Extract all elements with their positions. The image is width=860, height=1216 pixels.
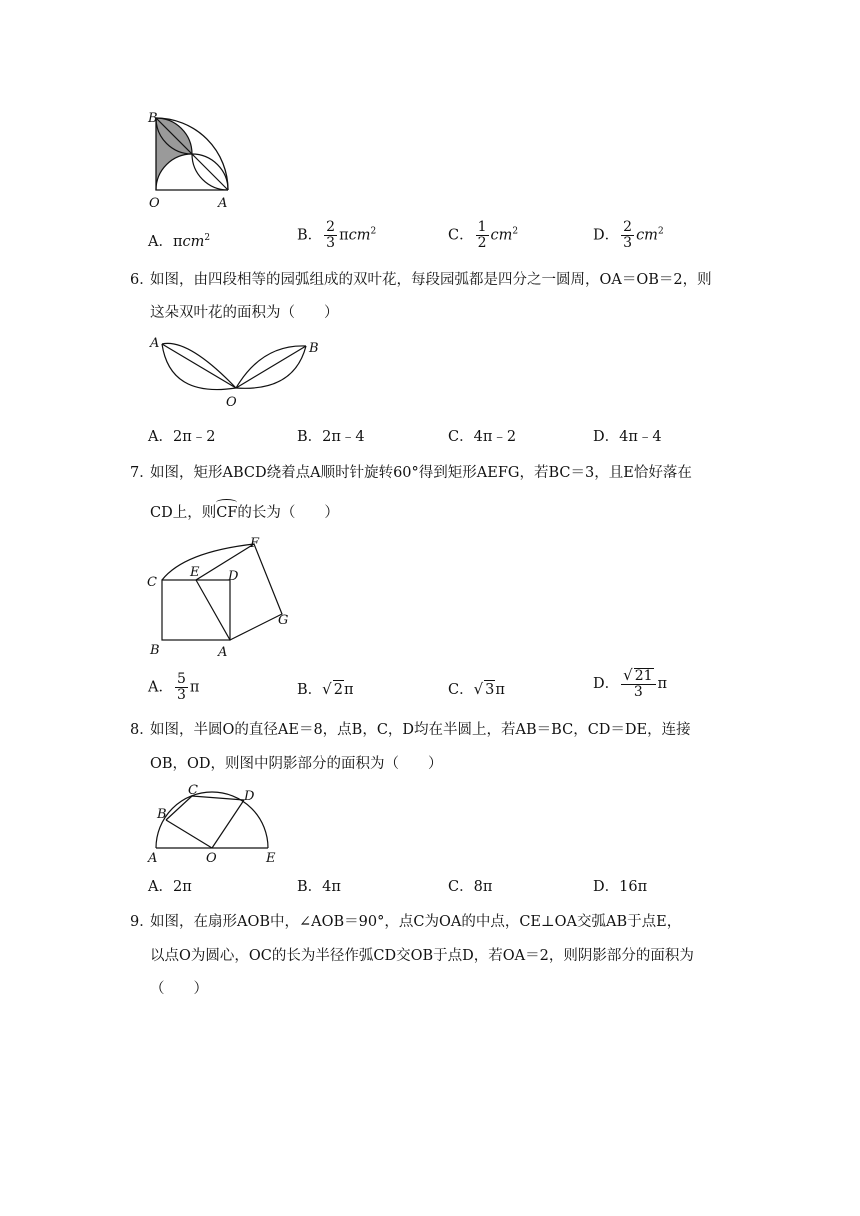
- option-exponent: 2: [512, 226, 519, 237]
- q9-line1: 如图，在扇形AOB中，∠AOB＝90°，点C为OA的中点，CE⊥OA交弧AB于点E，: [150, 914, 682, 930]
- q9-number: 9．: [130, 914, 154, 930]
- q7-figure: [144, 534, 304, 660]
- fraction-denominator: 3: [326, 235, 336, 251]
- option-letter: D．: [593, 227, 620, 244]
- q6-figure: [144, 330, 344, 410]
- radical-sign: √: [623, 666, 633, 684]
- radicand: 3: [485, 682, 495, 698]
- q8-figure: [144, 778, 284, 868]
- q7-option-c: [448, 680, 505, 699]
- q7-label-e: E: [190, 565, 200, 580]
- q6-label-b: B: [309, 341, 319, 356]
- q9-line2: 以点O为圆心，OC的长为半径作弧CD交OB于点D，若OA＝2，则阴影部分的面积为: [150, 948, 694, 964]
- option-letter: B．: [297, 879, 323, 895]
- q8-label-e: E: [266, 851, 276, 866]
- option-text: 4π﹣4: [619, 429, 662, 445]
- option-letter: C．: [448, 429, 474, 445]
- radicand: 21: [634, 668, 653, 684]
- fraction: [175, 672, 188, 703]
- q6-option-d: [593, 428, 662, 446]
- q7-label-c: C: [147, 575, 157, 590]
- option-letter: C．: [448, 227, 474, 244]
- q7-label-d: D: [228, 569, 239, 584]
- q8-line1: 如图，半圆O的直径AE＝8，点B，C，D均在半圆上，若AB＝BC，CD＝DE，连接: [150, 722, 691, 738]
- option-letter: D．: [593, 879, 620, 895]
- q8-option-a: [148, 878, 192, 896]
- radical-sign: √: [322, 680, 332, 698]
- q7-number: 7．: [130, 465, 154, 481]
- radical-sign: √: [473, 680, 484, 698]
- option-exponent: 2: [204, 233, 211, 243]
- option-text: π: [495, 682, 505, 698]
- q8-option-c: [448, 878, 492, 896]
- option-text: π: [189, 679, 200, 696]
- fraction-denominator: 3: [623, 235, 633, 251]
- option-text: π: [657, 676, 668, 692]
- option-letter: D．: [593, 429, 620, 445]
- fraction: [621, 668, 655, 700]
- q6-option-b: [297, 428, 365, 446]
- option-text: 2π﹣2: [172, 429, 216, 445]
- q5-figure: [144, 108, 244, 212]
- fraction: [621, 220, 634, 251]
- q5-label-o: O: [149, 196, 160, 211]
- option-letter: A．: [148, 879, 173, 895]
- option-unit: cm: [490, 227, 513, 244]
- option-letter: D．: [593, 676, 620, 692]
- q6-line2: 这朵双叶花的面积为（ ）: [150, 305, 339, 321]
- option-text: 4π﹣2: [473, 429, 517, 445]
- option-unit: cm: [636, 227, 658, 244]
- q8-label-a: A: [148, 851, 158, 866]
- option-text: 2π: [172, 879, 192, 895]
- fraction-numerator: 1: [477, 219, 487, 235]
- q8-label-c: C: [188, 783, 198, 798]
- q7-label-g: G: [278, 613, 289, 628]
- fraction-denominator: 3: [633, 684, 643, 700]
- option-text: 2π﹣4: [322, 429, 365, 445]
- option-letter: A．: [148, 429, 173, 445]
- q7-label-b: B: [150, 643, 160, 658]
- q8-label-o: O: [206, 851, 217, 866]
- fraction-numerator: 5: [176, 671, 186, 687]
- option-exponent: 2: [657, 226, 664, 237]
- q6-label-a: A: [150, 336, 160, 351]
- fraction-numerator: 2: [623, 219, 633, 235]
- fraction-numerator: 2: [326, 219, 336, 235]
- q5-option-b: [297, 220, 376, 251]
- option-unit: cm: [348, 227, 371, 244]
- radicand: 2: [333, 682, 343, 698]
- option-letter: C．: [448, 879, 474, 895]
- option-exponent: 2: [370, 226, 377, 237]
- option-text: π: [343, 682, 354, 698]
- q6-line1: 如图，由四段相等的园弧组成的双叶花，每段园弧都是四分之一圆周，OA＝OB＝2，则: [150, 272, 712, 288]
- q7-label-a: A: [218, 645, 228, 660]
- option-letter: A．: [148, 679, 173, 696]
- q8-line2: OB，OD，则图中阴影部分的面积为（ ）: [150, 756, 443, 772]
- q8-option-b: [297, 878, 341, 896]
- q7-line2-pre: CD上，则: [150, 505, 217, 521]
- q9-line3: （ ）: [150, 981, 208, 997]
- option-letter: C．: [448, 682, 474, 698]
- q5-label-a: A: [218, 196, 228, 211]
- q8-label-d: D: [244, 789, 255, 804]
- q8-option-d: [593, 878, 647, 896]
- q5-option-d: [593, 220, 664, 251]
- q6-option-a: [148, 428, 215, 446]
- q5-label-b: B: [148, 111, 158, 126]
- fraction: [324, 220, 337, 251]
- option-text: π: [172, 234, 183, 250]
- q7-arc-cf: CF: [216, 505, 238, 521]
- q7-option-b: [297, 680, 353, 699]
- q5-option-a: [148, 229, 210, 251]
- q7-line2: [150, 504, 339, 522]
- q6-option-c: [448, 428, 516, 446]
- option-text: π: [339, 227, 349, 244]
- option-letter: A．: [148, 234, 173, 250]
- q6-label-o: O: [226, 395, 237, 410]
- fraction-numerator: [621, 668, 655, 685]
- option-text: 4π: [322, 879, 341, 895]
- fraction-denominator: 2: [477, 235, 487, 251]
- q7-line1: 如图，矩形ABCD绕着点A顺时针旋转60°得到矩形AEFG，若BC＝3，且E恰好落在: [150, 465, 692, 481]
- q8-number: 8．: [130, 722, 154, 738]
- option-letter: B．: [297, 429, 323, 445]
- option-text: 8π: [473, 879, 493, 895]
- q7-label-f: F: [250, 536, 260, 551]
- fraction: [476, 220, 489, 251]
- q5-option-c: [448, 220, 518, 251]
- q6-number: 6．: [130, 272, 154, 288]
- fraction-denominator: 3: [176, 687, 186, 703]
- option-text: 16π: [619, 879, 648, 895]
- q7-line2-post: 的长为（ ）: [237, 505, 339, 521]
- option-letter: B．: [297, 227, 323, 244]
- q8-label-b: B: [157, 807, 167, 822]
- q7-option-d: [593, 668, 667, 700]
- q7-option-a: [148, 672, 199, 703]
- option-letter: B．: [297, 682, 323, 698]
- option-unit: cm: [182, 234, 205, 250]
